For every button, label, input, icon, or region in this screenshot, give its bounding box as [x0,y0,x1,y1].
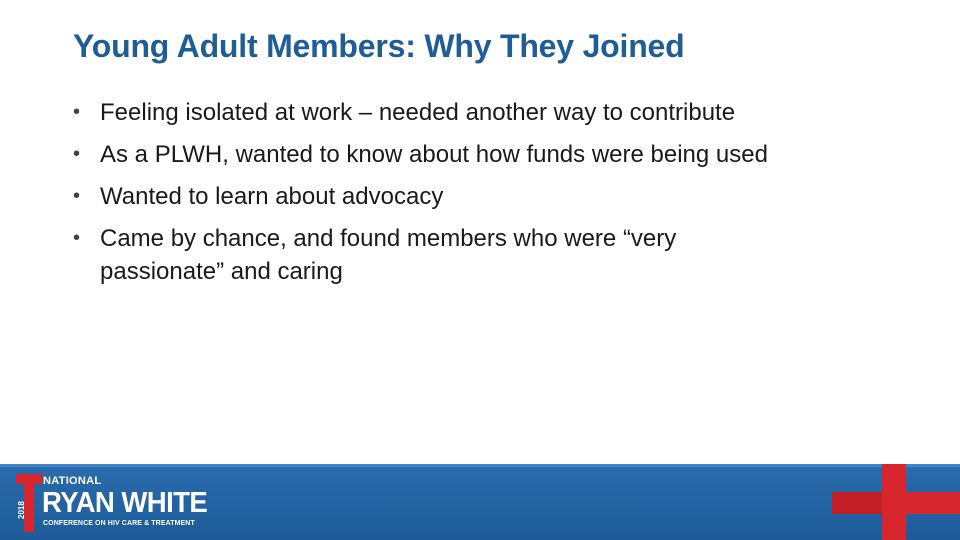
bullet-item [73,222,893,288]
red-cross-icon [832,464,960,540]
logo-tagline: CONFERENCE ON HIV CARE & TREATMENT [43,520,195,527]
logo-national: NATIONAL [43,475,102,487]
bullet-item [73,96,893,129]
bullet-icon: • [73,143,81,165]
bullet-text: Wanted to learn about advocacy [100,183,444,210]
logo-red-bar [16,474,42,484]
bullet-text: Feeling isolated at work – needed another way to contribute [100,99,736,126]
conference-logo [16,472,216,534]
footer-top-edge [0,464,960,467]
bullet-icon: • [73,227,81,249]
logo-year: 2018 [17,501,26,519]
bullet-icon: • [73,185,81,207]
bullet-icon: • [73,101,81,123]
bullet-text: As a PLWH, wanted to know about how funds were being used [100,141,768,168]
bullet-text: Came by chance, and found members who were “very passionate” and caring [100,225,677,285]
cross-shade [832,492,882,514]
bullet-item [73,138,893,171]
bullet-item [73,180,893,213]
logo-name: RYAN WHITE [42,487,208,519]
slide-title: Young Adult Members: Why They Joined [73,28,685,64]
bullet-list [73,96,893,297]
